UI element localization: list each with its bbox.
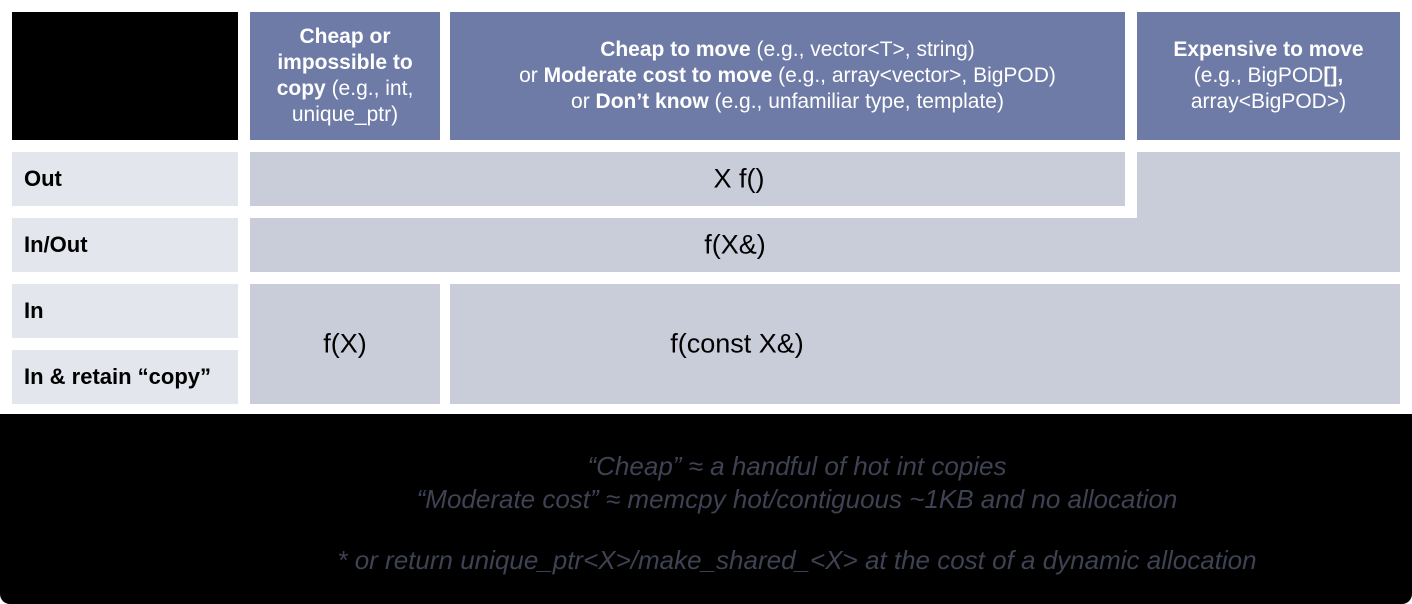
row-header-in-out: [12, 218, 238, 272]
footnotes: [182, 450, 1412, 577]
cell-in-out-reference: [250, 218, 1400, 272]
footnote-spacer: [182, 516, 1412, 544]
column-header-text: Cheap or impossible to copy (e.g., int, unique_ptr): [276, 24, 414, 127]
cell-code-text: f(const X&): [670, 328, 804, 359]
row-header-in: [12, 284, 238, 338]
row-header-out: [12, 152, 238, 206]
row-header-label: Out: [24, 166, 62, 191]
column-header-expensive-to-move: [1137, 12, 1400, 140]
footnote-moderate-cost-definition: “Moderate cost” ≈ memcpy hot/contiguous ~1KB and no allocation: [416, 484, 1178, 514]
cell-out-return-by-value: [250, 152, 1125, 206]
footer-panel: [0, 414, 1412, 604]
footnote-unique-ptr-alternative: * or return unique_ptr<X>/make_shared_<X> at the cost of a dynamic allocation: [337, 545, 1257, 575]
row-header-label: In/Out: [24, 232, 88, 257]
cell-code-text: f(X): [323, 328, 367, 359]
column-header-cheap-or-impossible-to-copy: [250, 12, 440, 140]
row-header-in-and-retain-copy: [12, 350, 238, 404]
column-header-cheap-to-move-or-moderate-or-dont-know: [450, 12, 1125, 140]
cell-code-text: f(X&): [704, 229, 766, 260]
footnote-cheap-definition: “Cheap” ≈ a handful of hot int copies: [587, 451, 1007, 481]
column-header-text: Expensive to move (e.g., BigPOD[], array<BigPOD>): [1173, 37, 1364, 114]
cell-in-pass-by-value: [250, 284, 440, 404]
row-header-label: In & retain “copy”: [24, 364, 212, 389]
cell-in-pass-by-const-reference: [450, 284, 1400, 404]
cell-code-text: X f(): [713, 163, 765, 194]
column-header-text: Cheap to move (e.g., vector<T>, string) or Moderate cost to move (e.g., array<vector>, BigPOD) or Don’t know (e.g., unfamiliar type, template): [519, 37, 1056, 114]
row-header-label: In: [24, 298, 44, 323]
table-corner-box: [12, 12, 238, 140]
